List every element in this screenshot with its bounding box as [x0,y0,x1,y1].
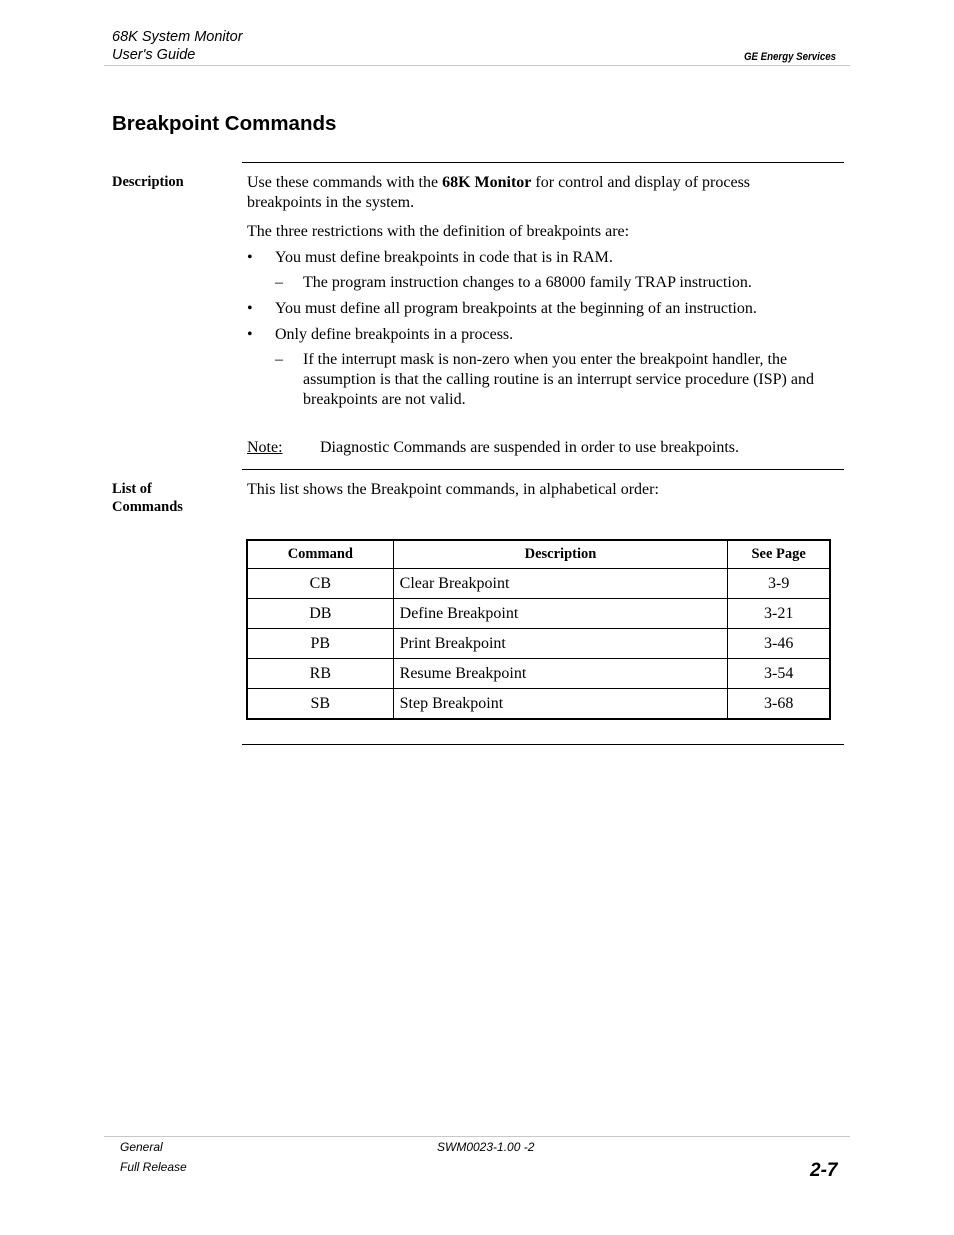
description-cell: Print Breakpoint [393,629,728,659]
bullet-text: You must define all program breakpoints at the beginning of an instruction. [275,300,757,317]
commands-intro: This list shows the Breakpoint commands, in alphabetical order: [247,481,659,498]
table-row [247,569,830,599]
section-divider-middle [242,469,844,470]
product-name: 68K Monitor [442,174,532,191]
header-divider [104,65,850,66]
page-title: Breakpoint Commands [112,112,337,135]
command-cell: CB [247,569,393,599]
section-divider-top [242,162,844,163]
column-header-command: Command [247,540,393,569]
document-title-line2: User's Guide [112,47,196,63]
description-cell: Define Breakpoint [393,599,728,629]
sub-item-text: The program instruction changes to a 68000 family TRAP instruction. [303,274,752,291]
page-number: 2-7 [810,1160,838,1181]
page-cell: 3-9 [728,569,830,599]
table-row [247,689,830,720]
commands-label-line2: Commands [112,499,183,515]
commands-label [112,480,183,516]
section-divider-bottom [242,744,844,745]
footer-category: General [120,1140,163,1154]
command-cell: SB [247,689,393,720]
company-name: GE Energy Services [744,51,837,63]
document-title-line1: 68K System Monitor [112,29,243,45]
sub-item-text: If the interrupt mask is non-zero when you enter the breakpoint handler, the assumption is that the calling routine is an interrupt service procedure (ISP) and breakpoints are not valid. [303,351,814,408]
commands-table [246,539,831,720]
bullet-marker: • [247,300,253,317]
table-row [247,599,830,629]
description-cell: Step Breakpoint [393,689,728,720]
footer-document-number: SWM0023-1.00 -2 [437,1140,535,1154]
description-cell: Clear Breakpoint [393,569,728,599]
command-cell: DB [247,599,393,629]
page-cell: 3-46 [728,629,830,659]
footer-divider [104,1136,850,1137]
dash-marker: – [275,351,283,368]
page-cell: 3-68 [728,689,830,720]
command-cell: PB [247,629,393,659]
page-cell: 3-54 [728,659,830,689]
description-intro-pre: Use these commands with the [247,174,443,191]
description-intro-post: for control and display of process breakpoints in the system. [247,174,751,211]
bullet-marker: • [247,249,253,266]
column-header-see-page: See Page [728,540,830,569]
table-header-row [247,540,830,569]
bullet-text: You must define breakpoints in code that is in RAM. [275,249,613,266]
bullet-marker: • [247,326,253,343]
table-row [247,659,830,689]
bullet-text: Only define breakpoints in a process. [275,326,514,343]
footer-release: Full Release [120,1160,187,1174]
description-cell: Resume Breakpoint [393,659,728,689]
description-label: Description [112,174,184,190]
command-cell: RB [247,659,393,689]
dash-marker: – [275,274,283,291]
commands-label-line1: List of [112,481,152,497]
document-title [112,28,243,64]
note-text: Diagnostic Commands are suspended in order to use breakpoints. [320,439,740,456]
table-row [247,629,830,659]
column-header-description: Description [393,540,728,569]
page-cell: 3-21 [728,599,830,629]
note-label: Note: [247,439,283,456]
restrictions-intro: The three restrictions with the definition of breakpoints are: [247,223,630,240]
description-intro [247,173,827,213]
